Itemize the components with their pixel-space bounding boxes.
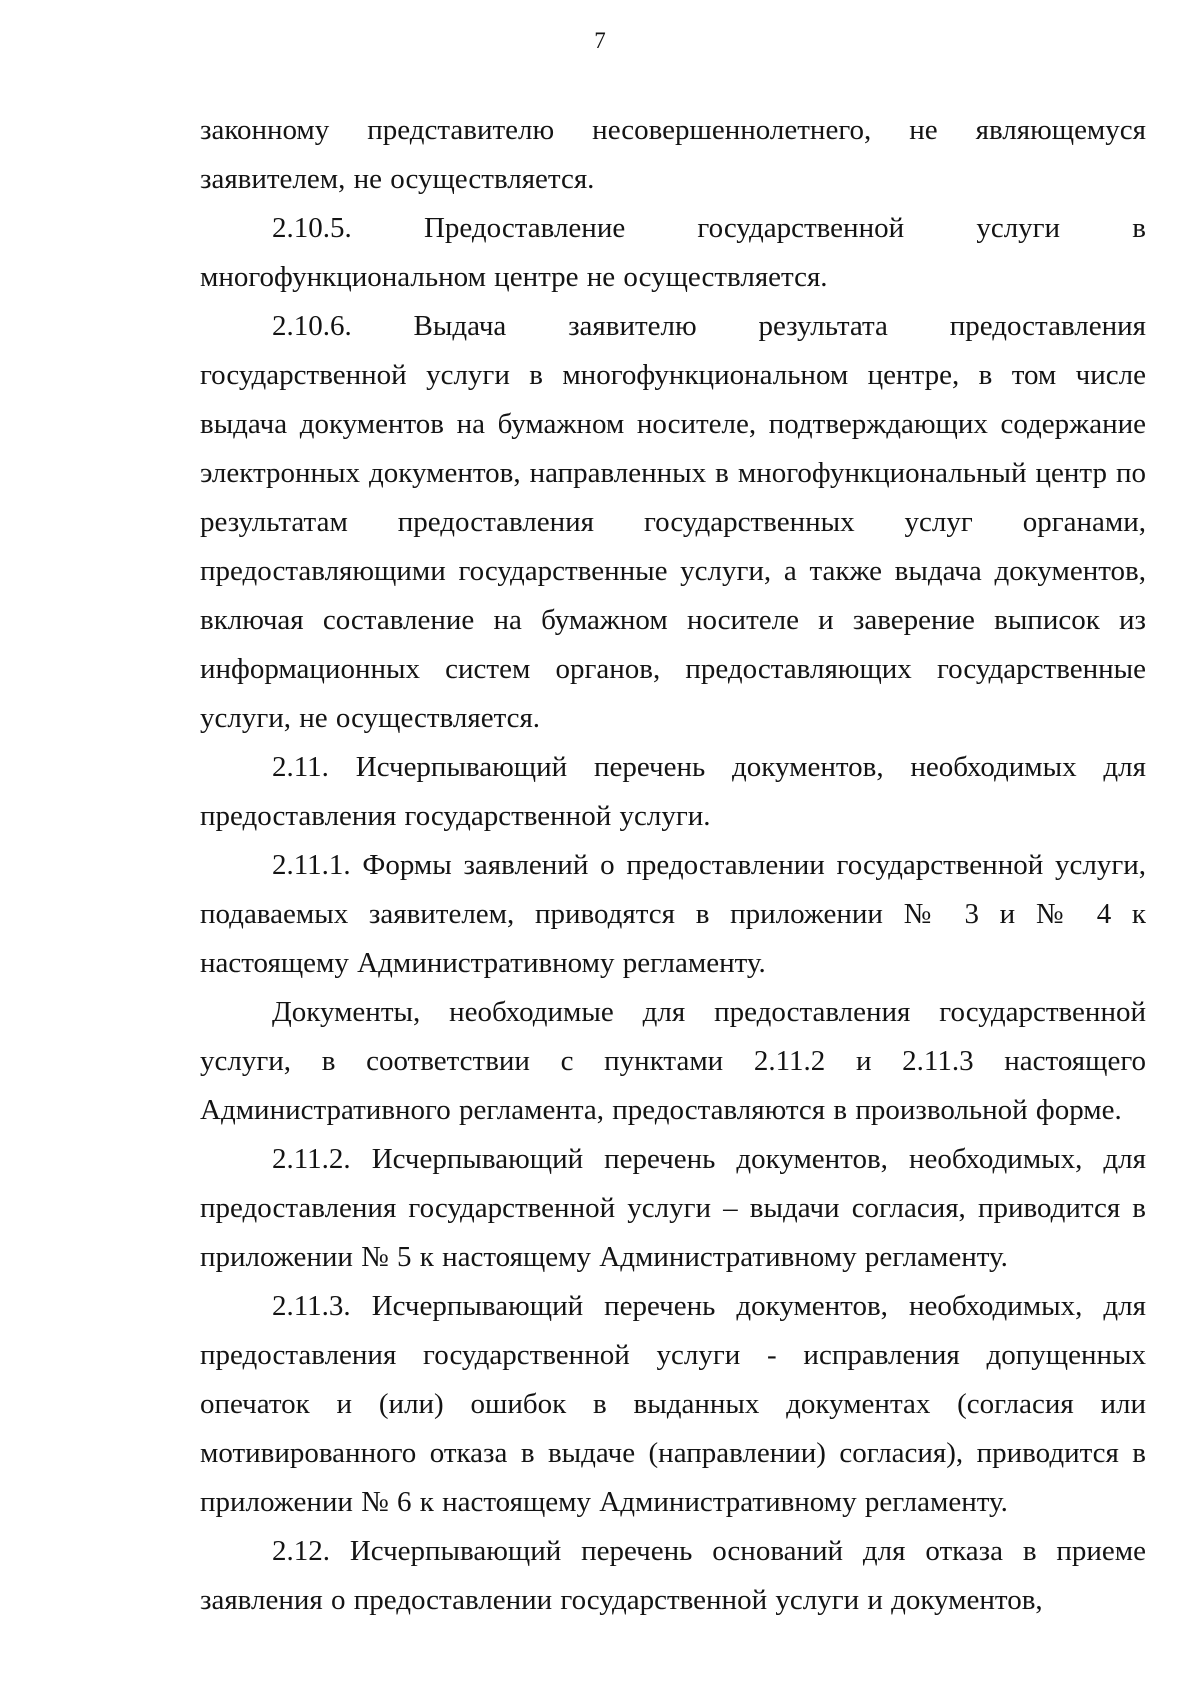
paragraph-2-10-6: 2.10.6. Выдача заявителю результата предоставления государственной услуги в многофункциональном центре, в том числе выдача документов на бумажном носителе, подтверждающих содержание электронных документов, направленных в многофункциональный центр по результатам предоставления государственных услуг органами, предоставляющими государственные услуги, а также выдача документов, включая составление на бумажном носителе и заверение выписок из информационных систем органов, предоставляющих государственные услуги, не осуществляется. bbox=[200, 310, 1146, 734]
paragraph-2-10-5: 2.10.5. Предоставление государственной услуги в многофункциональном центре не осуществляется. bbox=[200, 212, 1146, 293]
paragraph-2-11: 2.11. Исчерпывающий перечень документов, необходимых для предоставления государственной услуги. bbox=[200, 751, 1146, 832]
paragraph-documents-form: Документы, необходимые для предоставления государственной услуги, в соответствии с пунктами 2.11.2 и 2.11.3 настоящего Административного регламента, предоставляются в произвольной форме. bbox=[200, 996, 1146, 1126]
page-number: 7 bbox=[594, 28, 606, 53]
document-body bbox=[200, 106, 1146, 1625]
paragraph-2-11-2: 2.11.2. Исчерпывающий перечень документов, необходимых, для предоставления государственной услуги – выдачи согласия, приводится в приложении № 5 к настоящему Административному регламенту. bbox=[200, 1143, 1146, 1273]
paragraph-2-12: 2.12. Исчерпывающий перечень оснований для отказа в приеме заявления о предоставлении государственной услуги и документов, bbox=[200, 1535, 1146, 1616]
paragraph-2-11-3: 2.11.3. Исчерпывающий перечень документов, необходимых, для предоставления государственной услуги - исправления допущенных опечаток и (или) ошибок в выданных документах (согласия или мотивированного отказа в выдаче (направлении) согласия), приводится в приложении № 6 к настоящему Административному регламенту. bbox=[200, 1290, 1146, 1518]
paragraph-continuation: законному представителю несовершеннолетнего, не являющемуся заявителем, не осуществляется. bbox=[200, 114, 1146, 195]
paragraph-2-11-1: 2.11.1. Формы заявлений о предоставлении государственной услуги, подаваемых заявителем, приводятся в приложении № 3 и № 4 к настоящему Административному регламенту. bbox=[200, 849, 1146, 979]
